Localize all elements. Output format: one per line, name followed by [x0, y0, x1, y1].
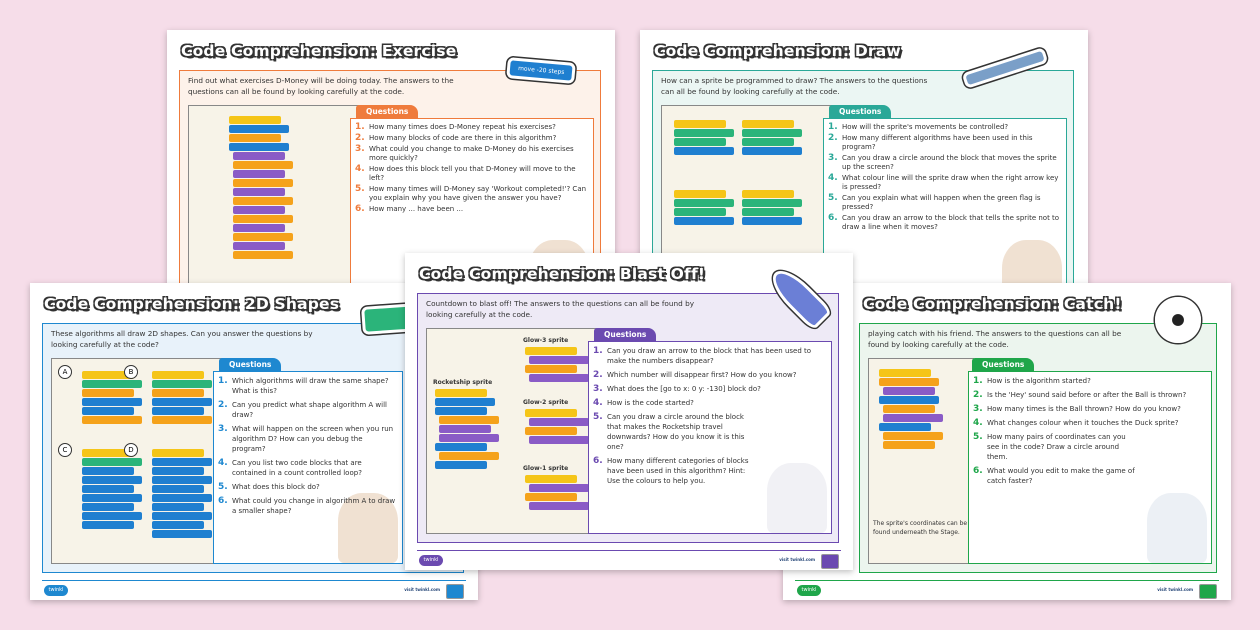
- code-block: [152, 389, 204, 397]
- question-item: [355, 134, 587, 143]
- question-number: 6.: [973, 466, 983, 476]
- code-block: [525, 493, 577, 501]
- code-panel: [51, 358, 223, 564]
- code-block: [82, 380, 142, 388]
- question-number: 6.: [218, 496, 228, 506]
- code-stack: [82, 449, 142, 530]
- question-text: How many different algorithms have been used in this program?: [842, 134, 1033, 151]
- question-text: Can you draw a circle around the block that makes the Rocketship travel downwards? How do you know it is this one?: [607, 413, 745, 451]
- code-block: [229, 143, 289, 151]
- questions-tab: Questions: [356, 105, 418, 118]
- questions-tab: Questions: [219, 358, 281, 371]
- question-number: 4.: [593, 398, 603, 408]
- question-item: [218, 482, 396, 492]
- code-block: [742, 138, 794, 146]
- question-number: 2.: [355, 133, 365, 143]
- code-block: [879, 396, 939, 404]
- question-text: Which algorithms will draw the same shape? What is this?: [232, 377, 389, 395]
- algorithm-label: B: [124, 365, 138, 379]
- code-block: [152, 476, 212, 484]
- code-block: [674, 217, 734, 225]
- question-text: Can you draw an arrow to the block that tells the sprite not to draw a line when it moves?: [842, 214, 1060, 231]
- question-text: Can you draw an arrow to the block that has been used to make the numbers disappear?: [607, 347, 812, 365]
- question-item: [218, 458, 396, 478]
- question-item: [973, 466, 1205, 486]
- question-number: 1.: [973, 376, 983, 386]
- question-number: 5.: [355, 184, 365, 194]
- code-block: [883, 414, 943, 422]
- code-block: [229, 116, 281, 124]
- questions-box: [968, 371, 1212, 564]
- algorithm-label: C: [58, 443, 72, 457]
- code-block: [82, 485, 134, 493]
- content-frame: [417, 293, 839, 543]
- question-text: Can you explain what will happen when the green flag is pressed?: [842, 194, 1041, 211]
- code-block: [233, 242, 285, 250]
- question-item: [828, 123, 1060, 132]
- question-number: 3.: [593, 384, 603, 394]
- code-block: [233, 215, 293, 223]
- algorithm-label: D: [124, 443, 138, 457]
- question-text: What changes colour when it touches the Duck sprite?: [987, 419, 1179, 427]
- question-number: 3.: [973, 404, 983, 414]
- code-block: [152, 467, 204, 475]
- code-block: [742, 199, 802, 207]
- sprite-label: Glow-2 sprite: [523, 399, 569, 406]
- worksheet-title: Code Comprehension: Exercise: [181, 42, 457, 60]
- code-block: [82, 467, 134, 475]
- code-block: [82, 476, 142, 484]
- question-text: What could you change to make D-Money do his exercises more quickly?: [369, 145, 574, 162]
- code-block: [674, 190, 726, 198]
- question-text: Is the 'Hey' sound said before or after the Ball is thrown?: [987, 391, 1187, 399]
- question-item: [973, 376, 1205, 386]
- question-number: 1.: [355, 122, 365, 132]
- code-stack: [879, 369, 943, 450]
- code-block: [152, 371, 204, 379]
- code-block: [529, 418, 589, 426]
- code-block: [233, 224, 285, 232]
- code-panel: [426, 328, 598, 534]
- code-block: [879, 378, 939, 386]
- question-number: 2.: [828, 133, 838, 143]
- code-panel: [868, 358, 974, 564]
- intro-text: How can a sprite be programmed to draw? The answers to the questions can all be found by looking carefully at the code.: [661, 76, 928, 96]
- code-stack: [674, 190, 734, 226]
- code-stack: [525, 409, 589, 445]
- code-block: [879, 369, 931, 377]
- question-item: [828, 174, 1060, 192]
- code-block: [529, 356, 589, 364]
- code-block: [82, 458, 142, 466]
- code-block: [152, 503, 204, 511]
- question-text: How is the algorithm started?: [987, 377, 1091, 385]
- question-number: 3.: [218, 424, 228, 434]
- code-block: [152, 530, 212, 538]
- code-block: [233, 197, 293, 205]
- question-item: [828, 214, 1060, 232]
- question-text: How many ... have been ...: [369, 205, 464, 213]
- question-item: [828, 194, 1060, 212]
- code-block: [525, 427, 577, 435]
- code-block: [152, 416, 212, 424]
- question-text: How many times does D-Money repeat his exercises?: [369, 123, 556, 131]
- code-block: [435, 407, 487, 415]
- intro-text: playing catch with his friend. The answers to the questions can all be found by looking carefully at the code.: [868, 329, 1122, 349]
- questions-box: [213, 371, 403, 564]
- code-block: [152, 398, 212, 406]
- question-item: [593, 370, 825, 380]
- sprite-label: Glow-1 sprite: [523, 465, 569, 472]
- code-block: [883, 387, 935, 395]
- code-block: [233, 161, 293, 169]
- code-stack: [152, 449, 212, 539]
- question-number: 1.: [218, 376, 228, 386]
- worksheet-title: Code Comprehension: Draw: [654, 42, 901, 60]
- code-stack: [742, 120, 802, 156]
- code-block: [525, 365, 577, 373]
- questions-tab: Questions: [972, 358, 1034, 371]
- code-block: [525, 475, 577, 483]
- code-stack: [152, 371, 212, 425]
- question-text: How many pairs of coordinates can you see in the code? Draw a circle around them.: [987, 433, 1126, 461]
- code-block: [152, 407, 204, 415]
- code-block: [883, 432, 943, 440]
- worksheet-blast[interactable]: [405, 253, 853, 570]
- code-block: [525, 409, 577, 417]
- code-block: [82, 416, 142, 424]
- code-block: [152, 521, 204, 529]
- code-block: [233, 251, 293, 259]
- code-block: [529, 374, 589, 382]
- code-block: [152, 380, 212, 388]
- question-item: [973, 390, 1205, 400]
- sprite-label: Rocketship sprite: [433, 379, 493, 386]
- quality-badge-icon: [1199, 584, 1217, 599]
- question-number: 4.: [355, 164, 365, 174]
- question-item: [593, 412, 825, 452]
- code-block: [152, 494, 212, 502]
- question-item: [218, 424, 396, 454]
- question-number: 4.: [218, 458, 228, 468]
- code-block: [435, 443, 487, 451]
- intro-text: Countdown to blast off! The answers to the questions can all be found by looking carefully at the code.: [426, 299, 695, 319]
- code-block: [233, 206, 285, 214]
- question-number: 4.: [828, 173, 838, 183]
- code-block: [233, 152, 285, 160]
- question-number: 1.: [593, 346, 603, 356]
- question-item: [218, 496, 396, 516]
- code-block: [435, 461, 487, 469]
- question-text: Which number will disappear first? How do you know?: [607, 371, 797, 379]
- twinkl-logo[interactable]: twinkl: [419, 555, 443, 566]
- footer-url[interactable]: visit twinkl.com: [1157, 587, 1193, 592]
- code-block: [152, 458, 212, 466]
- code-block: [742, 208, 794, 216]
- question-text: What does the [go to x: 0 y: -130] block do?: [607, 385, 761, 393]
- question-item: [218, 376, 396, 396]
- code-block: [742, 190, 794, 198]
- question-number: 2.: [973, 390, 983, 400]
- question-number: 1.: [828, 122, 838, 132]
- code-block: [82, 389, 134, 397]
- code-block: [439, 452, 499, 460]
- code-caption: The sprite's coordinates can be found underneath the Stage.: [873, 520, 968, 536]
- code-block: [439, 434, 499, 442]
- code-block: [674, 199, 734, 207]
- move-steps-sticker: move -20 steps: [506, 57, 576, 84]
- football-sticker: [1155, 297, 1201, 343]
- code-block: [229, 125, 289, 133]
- question-text: How many times will D-Money say 'Workout completed!'? Can you explain why you have given the answer you have?: [369, 185, 587, 202]
- code-block: [233, 179, 293, 187]
- question-item: [828, 134, 1060, 152]
- code-block: [879, 423, 931, 431]
- question-text: What does this block do?: [232, 483, 320, 491]
- question-text: What would you edit to make the game of catch faster?: [987, 467, 1135, 485]
- code-stack: [525, 347, 589, 383]
- question-text: Can you list two code blocks that are contained in a count controlled loop?: [232, 459, 362, 477]
- code-block: [435, 398, 495, 406]
- worksheet-title: Code Comprehension: 2D Shapes: [44, 295, 340, 313]
- question-item: [973, 404, 1205, 414]
- code-block: [674, 208, 726, 216]
- twinkl-logo[interactable]: twinkl: [44, 585, 68, 596]
- code-block: [229, 134, 281, 142]
- code-block: [529, 436, 589, 444]
- quality-badge-icon: [821, 554, 839, 569]
- question-number: 5.: [973, 432, 983, 442]
- question-text: What colour line will the sprite draw when the right arrow key is pressed?: [842, 174, 1059, 191]
- question-item: [828, 154, 1060, 172]
- code-stack: [525, 475, 589, 511]
- footer-url[interactable]: visit twinkl.com: [779, 557, 815, 562]
- question-text: How many different categories of blocks have been used in this algorithm? Hint: Use the colours to help you.: [607, 457, 749, 485]
- footer-line: [42, 580, 466, 581]
- question-item: [355, 165, 587, 183]
- question-text: How does this block tell you that D-Money will move to the left?: [369, 165, 576, 182]
- code-block: [439, 416, 499, 424]
- footer-url[interactable]: visit twinkl.com: [404, 587, 440, 592]
- question-number: 6.: [355, 204, 365, 214]
- question-number: 6.: [828, 213, 838, 223]
- question-text: How is the code started?: [607, 399, 694, 407]
- algorithm-label: A: [58, 365, 72, 379]
- character-illustration: [1147, 493, 1207, 563]
- question-text: Can you draw a circle around the block that moves the sprite up the screen?: [842, 154, 1057, 171]
- worksheet-title: Code Comprehension: Catch!: [863, 295, 1122, 313]
- question-item: [355, 145, 587, 163]
- question-text: Can you predict what shape algorithm A will draw?: [232, 401, 387, 419]
- sprite-label: Glow-3 sprite: [523, 337, 569, 344]
- questions-tab: Questions: [594, 328, 656, 341]
- code-block: [435, 389, 487, 397]
- intro-text: These algorithms all draw 2D shapes. Can you answer the questions by looking carefully at the code?: [51, 329, 313, 349]
- question-item: [593, 398, 825, 408]
- code-block: [82, 407, 134, 415]
- code-block: [82, 398, 142, 406]
- worksheet-title: Code Comprehension: Blast Off!: [419, 265, 706, 283]
- question-item: [218, 400, 396, 420]
- code-block: [742, 120, 794, 128]
- code-stack: [742, 190, 802, 226]
- question-number: 3.: [828, 153, 838, 163]
- code-stack: [82, 371, 142, 425]
- question-item: [355, 185, 587, 203]
- code-block: [82, 512, 142, 520]
- code-block: [529, 502, 589, 510]
- question-item: [973, 418, 1205, 428]
- question-item: [355, 205, 587, 214]
- questions-box: [588, 341, 832, 534]
- code-block: [742, 147, 802, 155]
- twinkl-logo[interactable]: twinkl: [797, 585, 821, 596]
- question-text: What will happen on the screen when you run algorithm D? How can you debug the program?: [232, 425, 394, 453]
- code-block: [82, 521, 134, 529]
- content-frame: [42, 323, 464, 573]
- footer-line: [417, 550, 841, 551]
- question-item: [355, 123, 587, 132]
- question-number: 2.: [218, 400, 228, 410]
- code-panel: [188, 105, 360, 311]
- questions-tab: Questions: [829, 105, 891, 118]
- code-block: [742, 129, 802, 137]
- quality-badge-icon: [446, 584, 464, 599]
- code-block: [529, 484, 589, 492]
- code-block: [674, 120, 726, 128]
- code-block: [674, 138, 726, 146]
- question-number: 6.: [593, 456, 603, 466]
- question-item: [593, 346, 825, 366]
- code-block: [883, 405, 935, 413]
- code-block: [152, 485, 204, 493]
- question-number: 5.: [218, 482, 228, 492]
- code-block: [152, 512, 212, 520]
- code-block: [152, 449, 204, 457]
- question-text: How will the sprite's movements be controlled?: [842, 123, 1009, 131]
- code-block: [233, 170, 285, 178]
- question-item: [593, 456, 825, 486]
- code-block: [233, 233, 293, 241]
- code-stack: [229, 116, 293, 260]
- code-block: [525, 347, 577, 355]
- code-stack: [674, 120, 734, 156]
- question-number: 2.: [593, 370, 603, 380]
- code-block: [883, 441, 935, 449]
- content-frame: [859, 323, 1217, 573]
- intro-text: Find out what exercises D-Money will be doing today. The answers to the questions can all be found by looking carefully at the code.: [188, 76, 454, 96]
- code-block: [82, 503, 134, 511]
- code-block: [742, 217, 802, 225]
- code-block: [82, 494, 142, 502]
- question-number: 3.: [355, 144, 365, 154]
- footer-line: [795, 580, 1219, 581]
- question-text: How many blocks of code are there in this algorithm?: [369, 134, 557, 142]
- code-stack: [435, 389, 499, 470]
- question-text: How many times is the Ball thrown? How do you know?: [987, 405, 1181, 413]
- code-block: [674, 147, 734, 155]
- code-block: [674, 129, 734, 137]
- question-item: [593, 384, 825, 394]
- question-number: 5.: [828, 193, 838, 203]
- question-number: 4.: [973, 418, 983, 428]
- question-number: 5.: [593, 412, 603, 422]
- code-block: [439, 425, 491, 433]
- code-block: [233, 188, 285, 196]
- question-item: [973, 432, 1205, 462]
- question-text: What could you change in algorithm A to draw a smaller shape?: [232, 497, 396, 515]
